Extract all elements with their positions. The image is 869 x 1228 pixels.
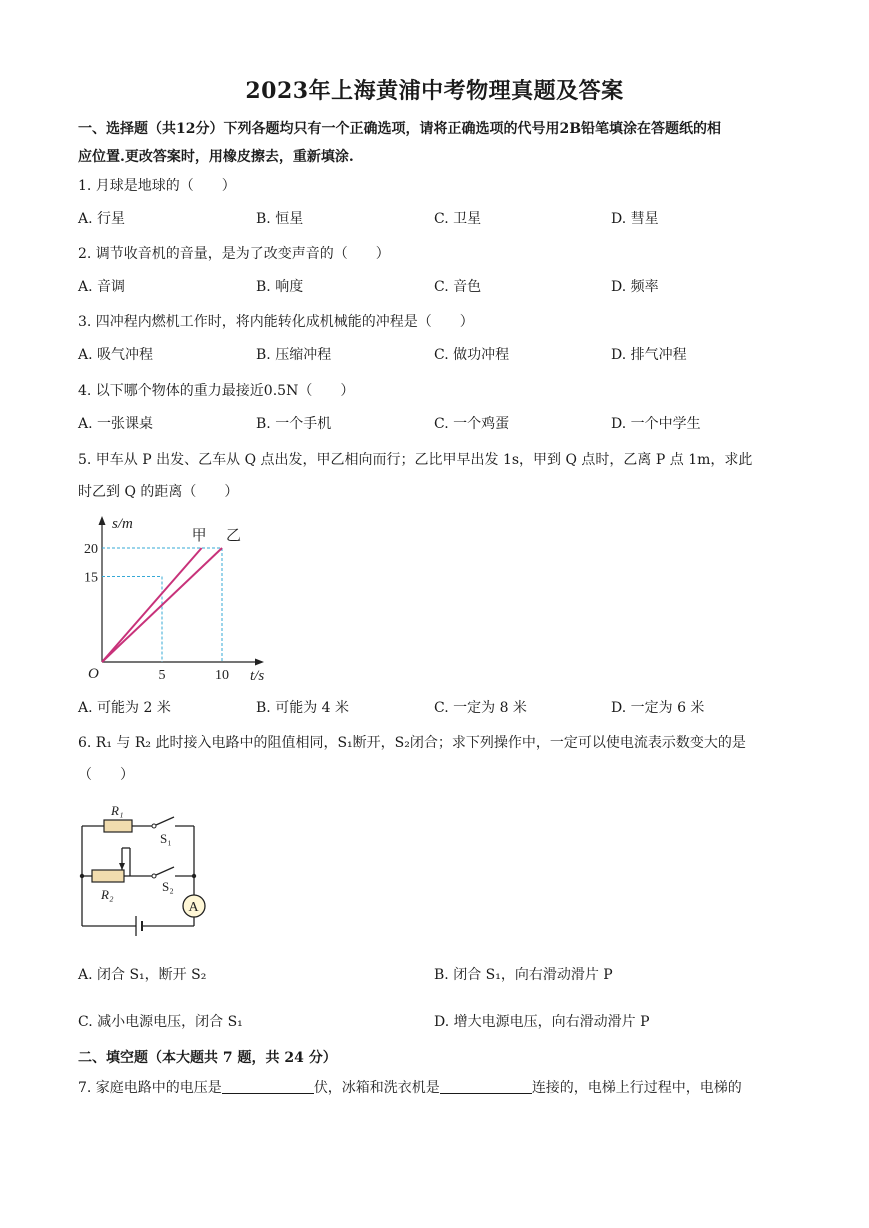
resistor-r2 <box>92 870 124 882</box>
s1-label: S₁ <box>160 831 172 846</box>
y-tick-label-0: 15 <box>84 570 98 586</box>
q2-option-a[interactable]: A. 音调 <box>78 279 126 295</box>
s2-label: S₂ <box>162 879 174 894</box>
y-tick-label-1: 20 <box>84 542 98 557</box>
q5-option-c[interactable]: C. 一定为 8 米 <box>434 700 527 716</box>
q1-option-b[interactable]: B. 恒星 <box>256 211 304 227</box>
series-line-0 <box>102 548 202 662</box>
q2-option-b[interactable]: B. 响度 <box>256 279 304 295</box>
q1-option-d[interactable]: D. 彗星 <box>611 211 659 227</box>
origin-label: O <box>88 666 99 682</box>
series-line-1 <box>102 548 222 662</box>
q3-option-b[interactable]: B. 压缩冲程 <box>256 347 332 363</box>
q4-option-c[interactable]: C. 一个鸡蛋 <box>434 416 510 432</box>
q6-option-b[interactable]: B. 闭合 S₁，向右滑动滑片 P <box>434 967 613 983</box>
q1-option-c[interactable]: C. 卫星 <box>434 211 482 227</box>
q7-text-part2: 伏，冰箱和洗衣机是 <box>313 1080 440 1096</box>
x-axis-arrow-icon <box>255 659 264 666</box>
ammeter-label: A <box>188 900 199 915</box>
q4-option-d[interactable]: D. 一个中学生 <box>611 416 701 432</box>
slider-arrow-icon <box>119 863 125 870</box>
series-label-0: 甲 <box>191 528 207 544</box>
switch-s1[interactable] <box>156 817 174 825</box>
r1-label: R₁ <box>111 803 124 818</box>
q3-option-d[interactable]: D. 排气冲程 <box>611 347 687 363</box>
q6-option-a[interactable]: A. 闭合 S₁，断开 S₂ <box>78 967 207 983</box>
q2-option-c[interactable]: C. 音色 <box>434 279 482 295</box>
question-4-stem: 4. 以下哪个物体的重力最接近0.5N（ ） <box>78 383 355 399</box>
question-5-stem-line1: 5. 甲车从 P 出发、乙车从 Q 点出发，甲乙相向而行；乙比甲早出发 1s，甲到 Q 点时，乙离 P 点 1m，求此 <box>78 452 753 468</box>
q1-option-a[interactable]: A. 行星 <box>78 211 126 227</box>
q2-option-d[interactable]: D. 频率 <box>611 279 659 295</box>
q7-blank-2[interactable] <box>440 1079 532 1094</box>
question-7 <box>78 1077 742 1097</box>
x-tick-label-0: 5 <box>158 668 166 683</box>
x-tick-label-1: 10 <box>215 668 229 683</box>
q4-option-a[interactable]: A. 一张课桌 <box>78 416 154 432</box>
q5-option-b[interactable]: B. 可能为 4 米 <box>256 700 349 716</box>
resistor-r1 <box>104 820 132 832</box>
section1-instructions-line2: 应位置.更改答案时，用橡皮擦去，重新填涂. <box>78 149 354 165</box>
q3-option-c[interactable]: C. 做功冲程 <box>434 347 510 363</box>
series-label-1: 乙 <box>226 528 242 544</box>
question-3-stem: 3. 四冲程内燃机工作时，将内能转化成机械能的冲程是（ ） <box>78 314 474 330</box>
switch-s2[interactable] <box>156 867 174 875</box>
q7-text-part1: 7. 家庭电路中的电压是 <box>78 1080 222 1096</box>
y-axis-label: s/m <box>112 516 133 532</box>
question-2-stem: 2. 调节收音机的音量，是为了改变声音的（ ） <box>78 246 390 262</box>
q4-option-b[interactable]: B. 一个手机 <box>256 416 332 432</box>
q5-option-a[interactable]: A. 可能为 2 米 <box>78 700 171 716</box>
y-axis-arrow-icon <box>99 516 106 525</box>
section1-instructions-line1: 一、选择题（共12分）下列各题均只有一个正确选项，请将正确选项的代号用2B铅笔填涂在答题纸的相 <box>78 121 722 137</box>
st-graph <box>78 508 278 688</box>
question-6-stem-line2: （ ） <box>78 767 134 783</box>
q7-text-part3: 连接的，电梯上行过程中，电梯的 <box>531 1080 742 1096</box>
section2-heading: 二、填空题（本大题共 7 题，共 24 分） <box>78 1050 337 1066</box>
q5-option-d[interactable]: D. 一定为 6 米 <box>611 700 705 716</box>
question-6-stem-line1: 6. R₁ 与 R₂ 此时接入电路中的阻值相同，S₁断开，S₂闭合；求下列操作中，一定可以使电流表示数变大的是 <box>78 735 746 751</box>
question-1-stem: 1. 月球是地球的（ ） <box>78 178 236 194</box>
r2-label: R₂ <box>101 887 114 902</box>
circuit-diagram <box>74 796 214 944</box>
q6-option-d[interactable]: D. 增大电源电压，向右滑动滑片 P <box>434 1014 650 1030</box>
q7-blank-1[interactable] <box>222 1079 314 1094</box>
q6-option-c[interactable]: C. 减小电源电压，闭合 S₁ <box>78 1014 243 1030</box>
page-title: 2023年上海黄浦中考物理真题及答案 <box>245 78 624 104</box>
q3-option-a[interactable]: A. 吸气冲程 <box>78 347 154 363</box>
question-5-stem-line2: 时乙到 Q 的距离（ ） <box>78 484 239 500</box>
x-axis-label: t/s <box>250 668 265 684</box>
